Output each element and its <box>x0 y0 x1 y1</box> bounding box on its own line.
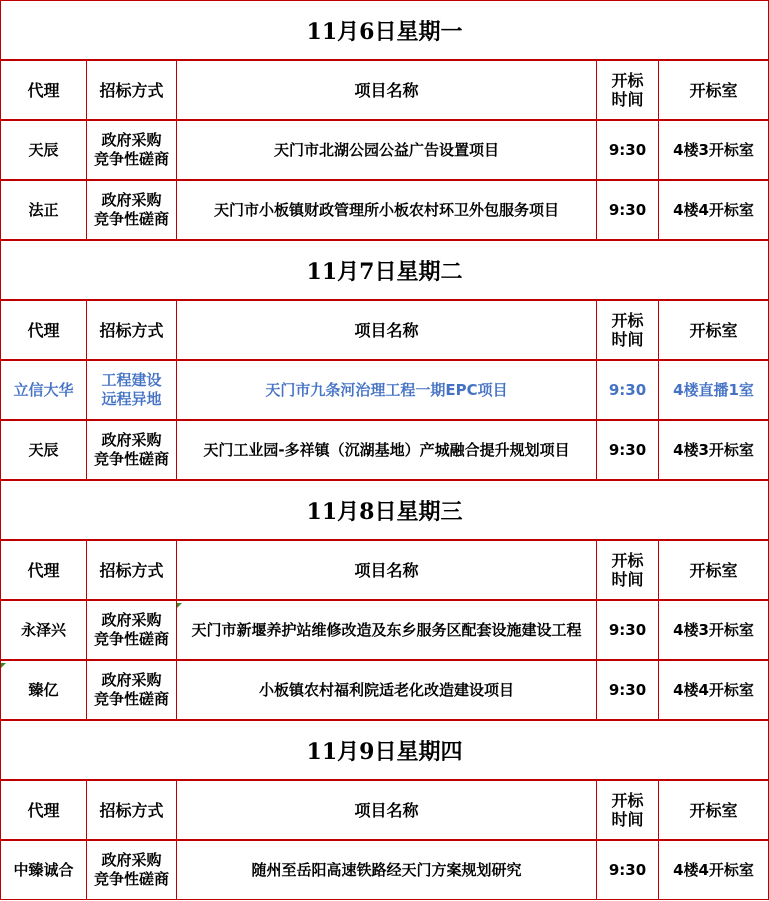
agent-cell: 法正 <box>0 180 86 240</box>
method-cell: 政府采购 竞争性磋商 <box>86 120 176 180</box>
header-room-cell: 开标室 <box>658 540 769 600</box>
project-name-cell: 天门市北湖公园公益广告设置项目 <box>176 120 596 180</box>
cell-comment-marker-icon <box>177 603 182 608</box>
day-title: 11月9日星期四 <box>0 720 769 780</box>
table-row <box>0 180 769 240</box>
time-cell: 9:30 <box>596 660 658 720</box>
header-room-cell: 开标室 <box>658 60 769 120</box>
table-row <box>0 840 769 900</box>
time-cell: 9:30 <box>596 600 658 660</box>
room-cell: 4楼3开标室 <box>658 600 769 660</box>
time-cell: 9:30 <box>596 840 658 900</box>
method-cell: 政府采购 竞争性磋商 <box>86 660 176 720</box>
project-name-cell: 天门工业园-多祥镇（沉湖基地）产城融合提升规划项目 <box>176 420 596 480</box>
column-header-row <box>0 300 769 360</box>
column-header-row <box>0 780 769 840</box>
header-time-cell: 开标 时间 <box>596 300 658 360</box>
header-time-cell: 开标 时间 <box>596 780 658 840</box>
method-cell: 政府采购 竞争性磋商 <box>86 180 176 240</box>
method-cell: 政府采购 竞争性磋商 <box>86 420 176 480</box>
table-row <box>0 360 769 420</box>
room-cell: 4楼4开标室 <box>658 660 769 720</box>
method-cell: 工程建设 远程异地 <box>86 360 176 420</box>
header-agent-cell: 代理 <box>0 60 86 120</box>
header-project-name-cell: 项目名称 <box>176 60 596 120</box>
agent-cell: 天辰 <box>0 120 86 180</box>
day-title: 11月6日星期一 <box>0 0 769 60</box>
header-project-name-cell: 项目名称 <box>176 540 596 600</box>
time-cell: 9:30 <box>596 360 658 420</box>
day-title: 11月7日星期二 <box>0 240 769 300</box>
day-title: 11月8日星期三 <box>0 480 769 540</box>
header-method-cell: 招标方式 <box>86 300 176 360</box>
header-method-cell: 招标方式 <box>86 780 176 840</box>
header-agent-cell: 代理 <box>0 780 86 840</box>
table-row <box>0 420 769 480</box>
method-cell: 政府采购 竞争性磋商 <box>86 600 176 660</box>
table-row <box>0 120 769 180</box>
header-agent-cell: 代理 <box>0 540 86 600</box>
time-cell: 9:30 <box>596 180 658 240</box>
header-method-cell: 招标方式 <box>86 540 176 600</box>
column-header-row <box>0 540 769 600</box>
time-cell: 9:30 <box>596 120 658 180</box>
header-method-cell: 招标方式 <box>86 60 176 120</box>
time-cell: 9:30 <box>596 420 658 480</box>
agent-cell: 中臻诚合 <box>0 840 86 900</box>
agent-cell: 立信大华 <box>0 360 86 420</box>
room-cell: 4楼3开标室 <box>658 420 769 480</box>
room-cell: 4楼4开标室 <box>658 180 769 240</box>
room-cell: 4楼4开标室 <box>658 840 769 900</box>
header-project-name-cell: 项目名称 <box>176 300 596 360</box>
project-name-cell: 天门市小板镇财政管理所小板农村环卫外包服务项目 <box>176 180 596 240</box>
header-room-cell: 开标室 <box>658 780 769 840</box>
room-cell: 4楼直播1室 <box>658 360 769 420</box>
column-header-row <box>0 60 769 120</box>
project-name-cell: 随州至岳阳高速铁路经天门方案规划研究 <box>176 840 596 900</box>
table-row <box>0 600 769 660</box>
table-row <box>0 660 769 720</box>
header-time-cell: 开标 时间 <box>596 540 658 600</box>
agent-cell: 永泽兴 <box>0 600 86 660</box>
room-cell: 4楼3开标室 <box>658 120 769 180</box>
project-name-cell: 小板镇农村福利院适老化改造建设项目 <box>176 660 596 720</box>
header-project-name-cell: 项目名称 <box>176 780 596 840</box>
header-room-cell: 开标室 <box>658 300 769 360</box>
project-name-cell: 天门市九条河治理工程一期EPC项目 <box>176 360 596 420</box>
header-agent-cell: 代理 <box>0 300 86 360</box>
agent-cell: 臻亿 <box>0 660 86 720</box>
agent-cell: 天辰 <box>0 420 86 480</box>
cell-comment-marker-icon <box>1 663 6 668</box>
method-cell: 政府采购 竞争性磋商 <box>86 840 176 900</box>
project-name-cell: 天门市新堰养护站维修改造及东乡服务区配套设施建设工程 <box>176 600 596 660</box>
header-time-cell: 开标 时间 <box>596 60 658 120</box>
